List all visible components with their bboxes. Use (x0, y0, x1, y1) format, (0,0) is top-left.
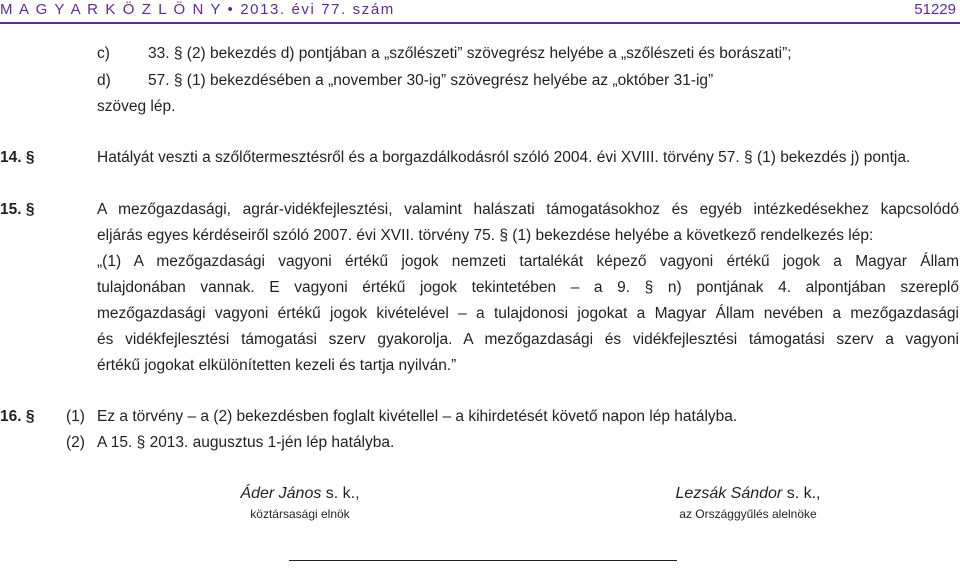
section-15-number: 15. § (0, 201, 35, 218)
page-number: 51229 (914, 1, 956, 18)
section-16-item-1-text: Ez a törvény – a (2) bekezdésben foglalt kivétellel – a kihirdetését követő napon lép hatályba. (97, 408, 738, 425)
signer-name-left: Áder János (240, 485, 322, 502)
signer-title-left: köztársasági elnök (250, 507, 350, 521)
section-16-item-2-text: A 15. § 2013. augusztus 1-jén lép hatályba. (97, 434, 395, 451)
section-14-text: Hatályát veszti a szőlőtermesztésről és a borgazdálkodásról szóló 2004. évi XVIII. törvény 57. § (1) bekezdés j) pontja. (97, 149, 911, 166)
section-15-line-4: tulajdonában vannak. E vagyoni értékű jogok tekintetében – a 9. § n) pontjának 4. alpontjában szereplő (97, 279, 959, 296)
section-14-number: 14. § (0, 149, 35, 166)
signer-suffix-left: s. k., (321, 485, 360, 502)
amendment-c-text: 33. § (2) bekezdés d) pontjában a „szőlészeti” szövegrész helyébe a „szőlészeti és borászati”; (148, 45, 792, 62)
section-16-number: 16. § (0, 408, 35, 425)
section-16-item-2-marker: (2) (66, 434, 85, 451)
signature-left (200, 485, 400, 521)
signer-title-right: az Országgyűlés alelnöke (679, 507, 817, 521)
section-16-item-1-marker: (1) (66, 408, 85, 425)
section-15-line-3: „(1) A mezőgazdasági vagyoni értékű jogok nemzeti tartalékát képező vagyoni értékű jogok a Magyar Állam (97, 253, 959, 270)
section-15-line-1: A mezőgazdasági, agrár-vidékfejlesztési, valamint halászati támogatásokhoz és egyéb intézkedésekhez kapcsolódó (97, 201, 959, 218)
closing-divider (289, 560, 677, 561)
journal-header (0, 1, 395, 18)
header-divider (0, 22, 960, 24)
header-bullet: • (227, 1, 235, 18)
amendment-d-continuation: szöveg lép. (97, 98, 176, 115)
section-15-line-2: eljárás egyes kérdéseiről szóló 2007. évi XVII. törvény 75. § (1) bekezdése helyébe a következő rendelkezés lép: (97, 227, 874, 244)
section-15-line-7: értékű jogokat elkülönítetten kezeli és tartja nyilván.” (97, 357, 457, 374)
journal-title: M A G Y A R K Ö Z L Ö N Y (0, 1, 222, 18)
signature-right (638, 485, 858, 521)
amendment-c-marker: c) (97, 45, 110, 62)
signer-name-right: Lezsák Sándor (675, 485, 783, 502)
section-15-line-6: és vidékfejlesztési támogatási szerv gyakorolja. A mezőgazdasági és vidékfejlesztési támogatási szerv a vagyoni (97, 331, 959, 348)
section-15-line-5: mezőgazdasági vagyoni értékű jogok kivételével – a tulajdonosi jogokat a Magyar Állam nevében a mezőgazdasági (97, 305, 959, 322)
amendment-d-marker: d) (97, 72, 111, 89)
signer-suffix-right: s. k., (782, 485, 821, 502)
amendment-d-text: 57. § (1) bekezdésében a „november 30-ig” szövegrész helyébe az „október 31-ig” (148, 72, 714, 89)
issue-number: 2013. évi 77. szám (240, 1, 395, 18)
